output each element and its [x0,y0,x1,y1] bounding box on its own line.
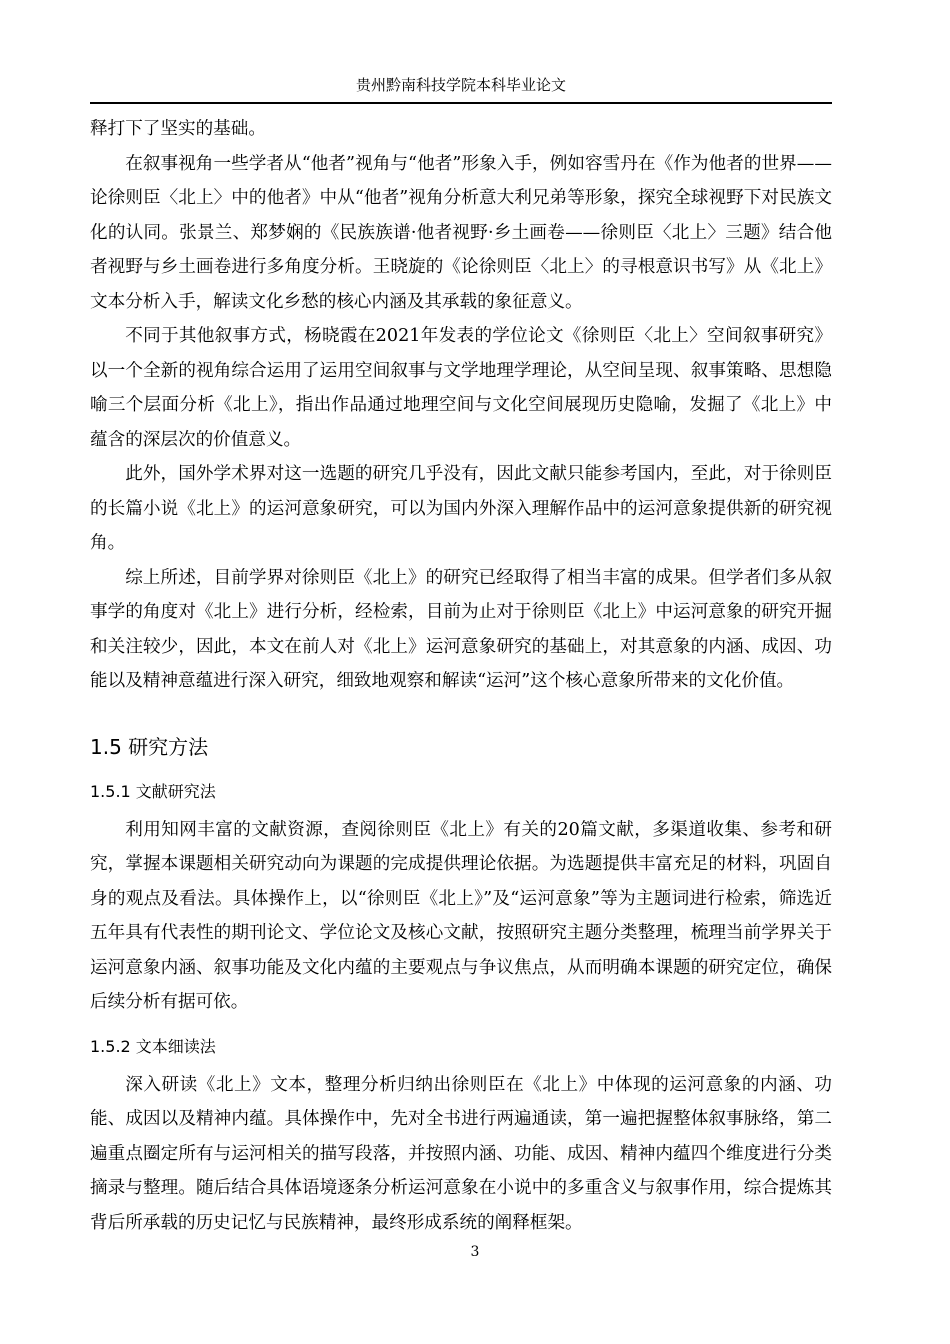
paragraph-literature-research: 利用知网丰富的文献资源，查阅徐则臣《北上》有关的20篇文献，多渠道收集、参考和研究，掌握本课题相关研究动向为课题的完成提供理论依据。为选题提供丰富充足的材料，巩固自身的观点及看法。具体操作上，以“徐则臣《北上》”及“运河意象”等为主题词进行检索，筛选近五年具有代表性的期刊论文、学位论文及核心文献，按照研究主题分类整理，梳理当前学界关于运河意象内涵、叙事功能及文化内蕴的主要观点与争议焦点，从而明确本课题的研究定位，确保后续分析有据可依。 [90,819,832,1012]
paragraph-close-reading: 深入研读《北上》文本，整理分析归纳出徐则臣在《北上》中体现的运河意象的内涵、功能、成因以及精神内蕴。具体操作中，先对全书进行两遍通读，第一遍把握整体叙事脉络，第二遍重点圈定所有与运河相关的描写段落，并按照内涵、功能、成因、精神内蕴四个维度进行分类摘录与整理。随后结合具体语境逐条分析运河意象在小说中的多重含义与叙事作用，综合提炼其背后所承载的历史记忆与民族精神，最终形成系统的阐释框架。 [90,1074,832,1233]
paragraph-continuation: 释打下了坚实的基础。 [90,119,266,139]
section-heading-research-methods: 1.5 研究方法 [90,734,209,759]
paragraph-foreign-research: 此外，国外学术界对这一选题的研究几乎没有，因此文献只能参考国内，至此，对于徐则臣的长篇小说《北上》的运河意象研究，可以为国内外深入理解作品中的运河意象提供新的研究视角。 [90,464,832,553]
paragraph-spatial-narrative: 不同于其他叙事方式，杨晓霞在2021年发表的学位论文《徐则臣〈北上〉空间叙事研究》以一个全新的视角综合运用了运用空间叙事与文学地理学理论，从空间呈现、叙事策略、思想隐喻三个层面分析《北上》，指出作品通过地理空间与文化空间展现历史隐喻，发掘了《北上》中蕴含的深层次的价值意义。 [90,326,832,450]
page-number: 3 [470,1244,480,1260]
subsection-heading-close-reading: 1.5.2 文本细读法 [90,1036,216,1056]
subsection-heading-literature-research: 1.5.1 文献研究法 [90,781,216,801]
paragraph-summary: 综上所述，目前学界对徐则臣《北上》的研究已经取得了相当丰富的成果。但学者们多从叙事学的角度对《北上》进行分析，经检索，目前为止对于徐则臣《北上》中运河意象的研究开掘和关注较少，因此，本文在前人对《北上》运河意象研究的基础上，对其意象的内涵、成因、功能以及精神意蕴进行深入研究，细致地观察和解读“运河”这个核心意象所带来的文化价值。 [90,567,832,691]
page-body [90,112,832,1240]
paragraph-narrative-perspective: 在叙事视角一些学者从“他者”视角与“他者”形象入手，例如容雪丹在《作为他者的世界——论徐则臣〈北上〉中的他者》中从“他者”视角分析意大利兄弟等形象，探究全球视野下对民族文化的认同。张景兰、郑梦娴的《民族族谱·他者视野·乡土画卷——徐则臣〈北上〉三题》结合他者视野与乡土画卷进行多角度分析。王晓旋的《论徐则臣〈北上〉的寻根意识书写》从《北上》文本分析入手，解读文化乡愁的核心内涵及其承载的象征意义。 [90,153,832,312]
running-header: 贵州黔南科技学院本科毕业论文 [90,72,832,104]
